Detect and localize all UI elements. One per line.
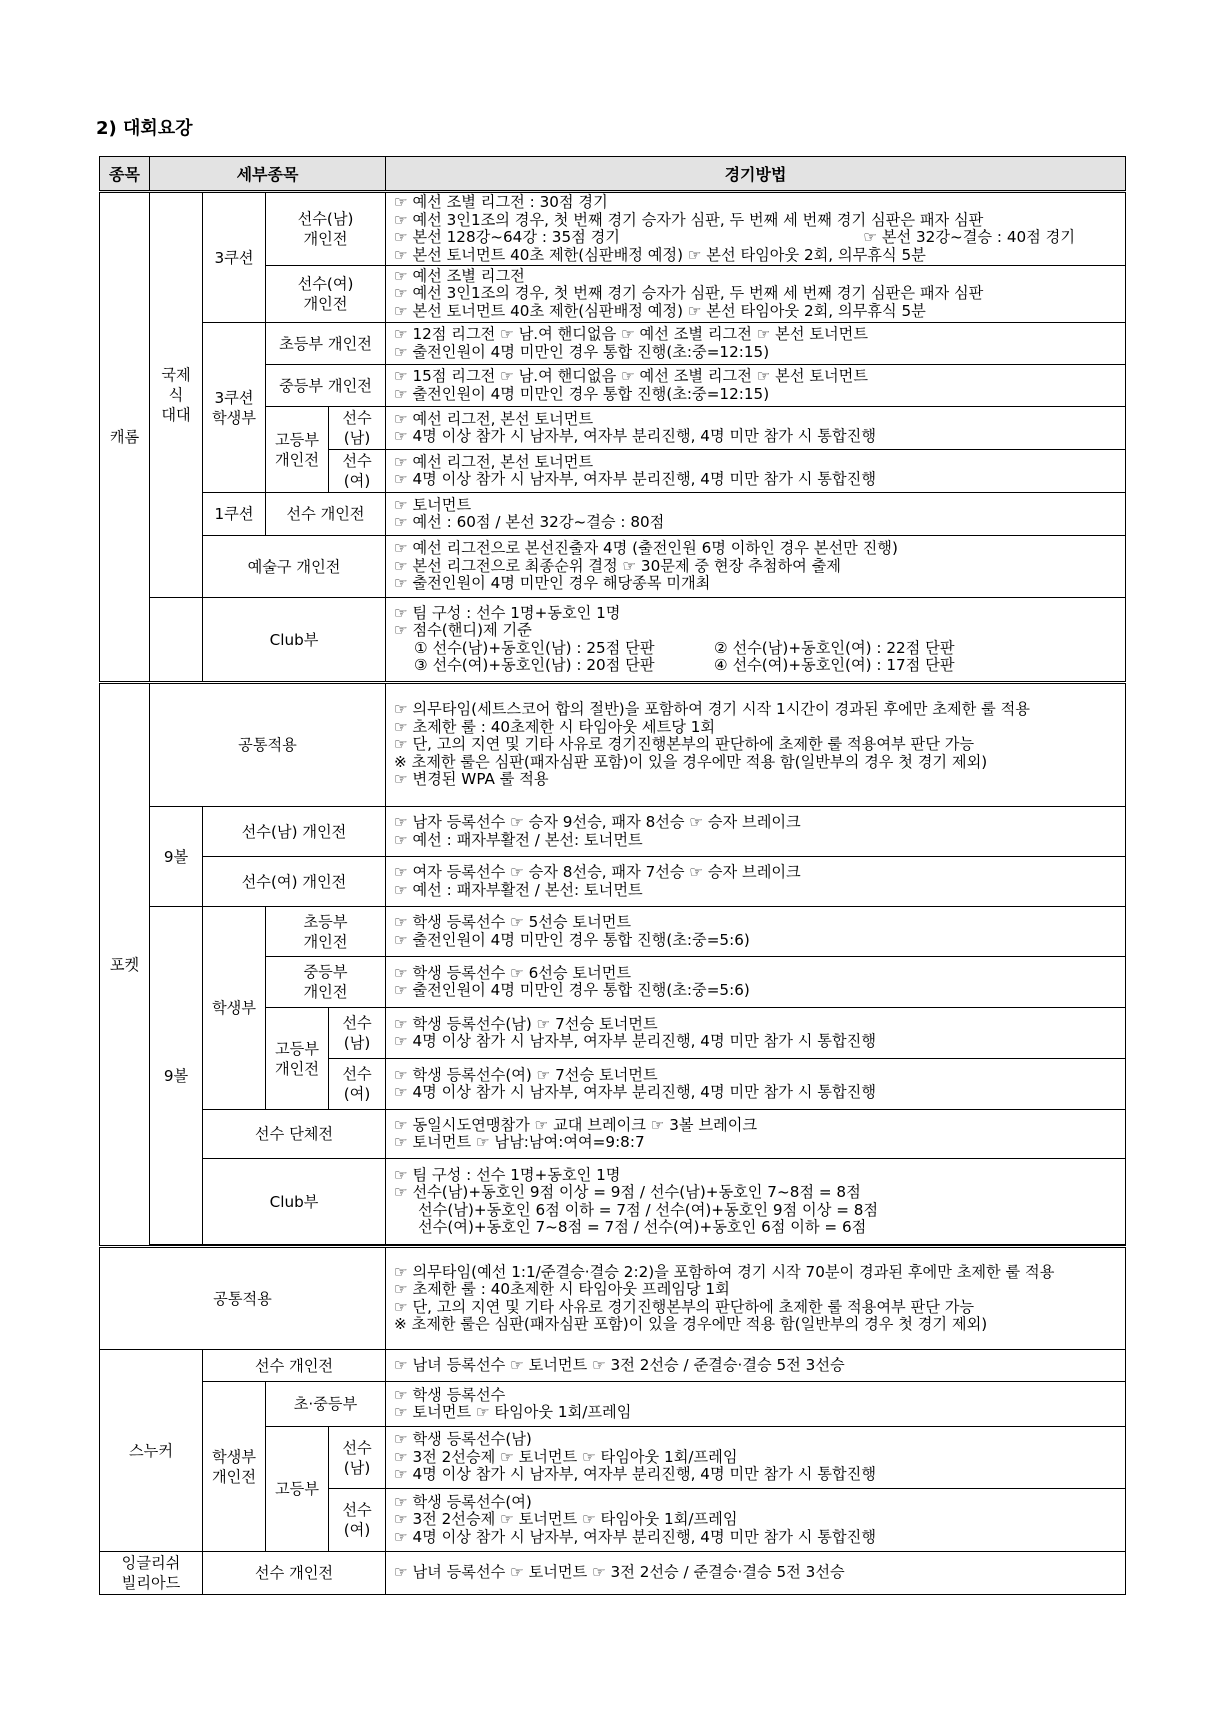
method-cell xyxy=(386,957,1126,1008)
method-line: ☞ 예선 : 60점 / 본선 32강~결승 : 80점 xyxy=(394,513,665,531)
method-line: ☞ 4명 이상 참가 시 남자부, 여자부 분리진행, 4명 미만 참가 시 통합진행 xyxy=(394,1527,876,1546)
method-line: ☞ 출전인원이 4명 미만인 경우 해당종목 미개최 xyxy=(394,574,711,593)
sub-one-cushion: 1쿠션 xyxy=(203,493,266,536)
table-row xyxy=(100,1247,1126,1350)
method-line: ☞ 예선 조별 리그전 xyxy=(394,266,525,285)
method-line: ☞ 학생 등록선수 xyxy=(394,1385,506,1404)
method-line: ☞ 예선 3인1조의 경우, 첫 번째 경기 승자가 심판, 두 번째 세 번째 경기 심판은 패자 심판 xyxy=(394,210,984,229)
sub-high-women: 선수 (여) xyxy=(329,1059,386,1110)
sub-high-women: 선수 (여) xyxy=(329,1489,386,1552)
sub-men-individual: 선수(남) 개인전 xyxy=(266,192,386,266)
method-cell xyxy=(386,365,1126,407)
method-line: ☞ 출전인원이 4명 미만인 경우 통합 진행(초:중=12:15) xyxy=(394,342,770,361)
sub-high-men: 선수 (남) xyxy=(329,1427,386,1489)
sub-middle: 중등부 개인전 xyxy=(266,957,386,1008)
method-line: ☞ 의무타임(세트스코어 합의 절반)을 포함하여 경기 시작 1시간이 경과된 후에만 초제한 룰 적용 xyxy=(394,700,1030,719)
table-row xyxy=(100,598,1126,683)
method-line: ☞ 팀 구성 : 선수 1명+동호인 1명 xyxy=(394,1165,621,1184)
method-line: ☞ 단, 고의 지연 및 기타 사유로 경기진행본부의 판단하에 초제한 룰 적용여부 판단 가능 xyxy=(394,735,975,754)
table-row xyxy=(100,493,1126,536)
sub-women-individual: 선수(여) 개인전 xyxy=(203,857,386,907)
method-cell xyxy=(386,1059,1126,1110)
method-line: ☞ 점수(핸디)제 기준 xyxy=(394,621,532,639)
method-cell xyxy=(386,323,1126,365)
table-row xyxy=(100,1110,1126,1159)
method-line: ☞ 예선 조별 리그전 : 30점 경기 xyxy=(394,193,608,211)
sub-nine-ball-2: 9볼 xyxy=(150,907,203,1245)
method-cell xyxy=(386,683,1126,807)
method-cell xyxy=(386,1552,1126,1595)
sub-team: 선수 단체전 xyxy=(203,1110,386,1159)
method-line: ☞ 4명 이상 참가 시 남자부, 여자부 분리진행, 4명 미만 참가 시 통합진행 xyxy=(394,427,876,445)
method-line: ☞ 본선 32강~결승 : 40점 경기 xyxy=(863,228,1076,246)
event-english-billiards: 잉글리쉬 빌리아드 xyxy=(100,1552,203,1595)
method-line: ☞ 학생 등록선수(남) ☞ 7선승 토너먼트 xyxy=(394,1014,658,1033)
header-event: 종목 xyxy=(100,157,150,192)
method-cell xyxy=(386,907,1126,957)
method-line: ☞ 본선 리그전으로 최종순위 결정 ☞ 30문제 중 현장 추첨하여 출제 xyxy=(394,556,841,575)
sub-three-cushion-student: 3쿠션 학생부 xyxy=(203,323,266,493)
method-cell xyxy=(386,1427,1126,1489)
sub-high-men: 선수 (남) xyxy=(329,1008,386,1059)
sub-individual: 선수 개인전 xyxy=(203,1552,386,1595)
method-line: ☞ 출전인원이 4명 미만인 경우 통합 진행(초:중=5:6) xyxy=(394,981,750,999)
method-cell xyxy=(386,598,1126,683)
competition-rules-table xyxy=(99,156,1126,1595)
table-row xyxy=(100,1382,1126,1427)
header-sub-event: 세부종목 xyxy=(150,157,386,192)
sub-high: 고등부 개인전 xyxy=(266,407,329,493)
method-line: ☞ 토너먼트 ☞ 타임아웃 1회/프레임 xyxy=(394,1403,632,1421)
table-row xyxy=(100,807,1126,857)
sub-one-individual: 선수 개인전 xyxy=(266,493,386,536)
method-line: 선수(남)+동호인 6점 이하 = 7점 / 선수(여)+동호인 9점 이상 = 8점 xyxy=(418,1200,879,1219)
sub-club: Club부 xyxy=(203,598,386,683)
method-line: ☞ 초제한 룰 : 40초제한 시 타임아웃 세트당 1회 xyxy=(394,717,716,736)
table-row xyxy=(100,192,1126,266)
sub-elem-mid: 초·중등부 xyxy=(266,1382,386,1427)
method-cell xyxy=(386,192,1126,266)
sub-student: 학생부 개인전 xyxy=(203,1382,266,1552)
method-cell xyxy=(386,857,1126,907)
method-line: ☞ 남자 등록선수 ☞ 승자 9선승, 패자 8선승 ☞ 승자 브레이크 xyxy=(394,813,801,831)
method-line: ☞ 토너먼트 ☞ 남남:남여:여여=9:8:7 xyxy=(394,1133,645,1151)
method-line: ☞ 변경된 WPA 룰 적용 xyxy=(394,770,549,789)
method-line: ☞ 학생 등록선수 ☞ 6선승 토너먼트 xyxy=(394,963,632,982)
method-line: ☞ 예선 : 패자부활전 / 본선: 토너먼트 xyxy=(394,830,643,849)
sub-individual: 선수 개인전 xyxy=(203,1350,386,1382)
method-cell xyxy=(386,493,1126,536)
method-cell xyxy=(386,807,1126,857)
method-line: ☞ 본선 128강~64강 : 35점 경기 xyxy=(394,228,620,246)
sub-high: 고등부 xyxy=(266,1427,329,1552)
sub-elementary: 초등부 개인전 xyxy=(266,907,386,957)
table-row xyxy=(100,857,1126,907)
method-line: ☞ 남녀 등록선수 ☞ 토너먼트 ☞ 3전 2선승 / 준결승·결승 5전 3선승 xyxy=(394,1563,845,1582)
sub-elementary: 초등부 개인전 xyxy=(266,323,386,365)
method-line: ☞ 12점 리그전 ☞ 남.여 핸디없음 ☞ 예선 조별 리그전 ☞ 본선 토너먼트 xyxy=(394,325,868,343)
method-line: ③ 선수(여)+동호인(남) : 20점 단판 xyxy=(414,656,655,674)
method-line: ☞ 출전인원이 4명 미만인 경우 통합 진행(초:중=5:6) xyxy=(394,930,750,949)
method-line: ☞ 예선 리그전으로 본선진출자 4명 (출전인원 6명 이하인 경우 본선만 진행) xyxy=(394,539,898,558)
method-line: ☞ 4명 이상 참가 시 남자부, 여자부 분리진행, 4명 미만 참가 시 통합진행 xyxy=(394,470,876,488)
method-line: ☞ 예선 리그전, 본선 토너먼트 xyxy=(394,452,594,471)
method-line: ☞ 학생 등록선수(여) xyxy=(394,1492,532,1511)
method-line: ☞ 초제한 룰 : 40초제한 시 타임아웃 프레임당 1회 xyxy=(394,1280,730,1298)
method-line: ☞ 예선 3인1조의 경우, 첫 번째 경기 승자가 심판, 두 번째 세 번째 경기 심판은 패자 심판 xyxy=(394,284,984,303)
method-line: ※ 초제한 룰은 심판(패자심판 포함)이 있을 경우에만 적용 함(일반부의 경우 첫 경기 제외) xyxy=(394,752,988,771)
method-cell xyxy=(386,1110,1126,1159)
method-line: ☞ 15점 리그전 ☞ 남.여 핸디없음 ☞ 예선 조별 리그전 ☞ 본선 토너먼트 xyxy=(394,367,868,385)
method-cell xyxy=(386,450,1126,493)
method-line: ☞ 3전 2선승제 ☞ 토너먼트 ☞ 타임아웃 1회/프레임 xyxy=(394,1447,738,1466)
method-cell xyxy=(386,1159,1126,1245)
table-row xyxy=(100,1350,1126,1382)
table-row xyxy=(100,683,1126,807)
table-row xyxy=(100,1552,1126,1595)
header-method: 경기방법 xyxy=(386,157,1126,192)
sub-student: 학생부 xyxy=(203,907,266,1110)
method-line: ☞ 출전인원이 4명 미만인 경우 통합 진행(초:중=12:15) xyxy=(394,384,770,403)
sub-high: 고등부 개인전 xyxy=(266,1008,329,1110)
method-line: ☞ 토너먼트 xyxy=(394,495,472,514)
method-cell xyxy=(386,536,1126,598)
sub-middle: 중등부 개인전 xyxy=(266,365,386,407)
method-line: ☞ 팀 구성 : 선수 1명+동호인 1명 xyxy=(394,603,621,622)
event-snooker: 스누커 xyxy=(100,1350,203,1552)
event-pocket: 포켓 xyxy=(100,683,150,1247)
sub-club: Club부 xyxy=(203,1159,386,1245)
method-line: ① 선수(남)+동호인(남) : 25점 단판 xyxy=(414,638,655,657)
table-row xyxy=(100,536,1126,598)
method-cell xyxy=(386,1247,1126,1350)
sub-artistic: 예술구 개인전 xyxy=(203,536,386,598)
table-row xyxy=(100,907,1126,957)
method-line: ☞ 4명 이상 참가 시 남자부, 여자부 분리진행, 4명 미만 참가 시 통합진행 xyxy=(394,1465,876,1484)
method-line: ☞ 본선 토너먼트 40초 제한(심판배정 예정) ☞ 본선 타임아웃 2회, 의무휴식 5분 xyxy=(394,245,926,264)
sub-three-cushion: 3쿠션 xyxy=(203,192,266,323)
method-cell xyxy=(386,266,1126,323)
method-line: ☞ 의무타임(예선 1:1/준결승·결승 2:2)을 포함하여 경기 시작 70분이 경과된 후에만 초제한 룰 적용 xyxy=(394,1262,1055,1281)
sub-men-individual: 선수(남) 개인전 xyxy=(203,807,386,857)
method-line: ☞ 학생 등록선수(여) ☞ 7선승 토너먼트 xyxy=(394,1065,658,1084)
method-cell xyxy=(386,1350,1126,1382)
method-line: ☞ 남녀 등록선수 ☞ 토너먼트 ☞ 3전 2선승 / 준결승·결승 5전 3선승 xyxy=(394,1355,845,1374)
method-line: 선수(여)+동호인 7~8점 = 7점 / 선수(여)+동호인 6점 이하 = 6점 xyxy=(418,1218,867,1236)
sub-international: 국제 식 대대 xyxy=(150,192,203,598)
method-line: ☞ 4명 이상 참가 시 남자부, 여자부 분리진행, 4명 미만 참가 시 통합진행 xyxy=(394,1083,876,1101)
table-row xyxy=(100,323,1126,365)
table-header-row xyxy=(100,157,1126,192)
method-line: ☞ 여자 등록선수 ☞ 승자 8선승, 패자 7선승 ☞ 승자 브레이크 xyxy=(394,863,801,881)
method-line: ☞ 본선 토너먼트 40초 제한(심판배정 예정) ☞ 본선 타임아웃 2회, 의무휴식 5분 xyxy=(394,301,926,320)
sub-high-men: 선수 (남) xyxy=(329,407,386,450)
method-line: ④ 선수(여)+동호인(여) : 17점 단판 xyxy=(714,656,955,674)
method-line: ☞ 학생 등록선수 ☞ 5선승 토너먼트 xyxy=(394,913,632,931)
sub-common: 공통적용 xyxy=(100,1247,386,1350)
sub-women-individual: 선수(여) 개인전 xyxy=(266,266,386,323)
method-line: ☞ 예선 리그전, 본선 토너먼트 xyxy=(394,409,594,428)
method-line: ☞ 3전 2선승제 ☞ 토너먼트 ☞ 타임아웃 1회/프레임 xyxy=(394,1510,738,1529)
method-cell xyxy=(386,407,1126,450)
method-line: ② 선수(남)+동호인(여) : 22점 단판 xyxy=(714,638,955,657)
method-cell xyxy=(386,1008,1126,1059)
sub-nine-ball: 9볼 xyxy=(150,807,203,907)
method-line: ※ 초제한 룰은 심판(패자심판 포함)이 있을 경우에만 적용 함(일반부의 경우 첫 경기 제외) xyxy=(394,1315,988,1333)
method-line: ☞ 예선 : 패자부활전 / 본선: 토너먼트 xyxy=(394,880,643,899)
method-cell xyxy=(386,1382,1126,1427)
method-line: ☞ 학생 등록선수(남) xyxy=(394,1430,532,1449)
empty-cell xyxy=(150,598,203,683)
sub-high-women: 선수 (여) xyxy=(329,450,386,493)
event-carom: 캐롬 xyxy=(100,192,150,683)
sub-common: 공통적용 xyxy=(150,683,386,807)
section-heading: 2) 대회요강 xyxy=(96,118,193,139)
method-line: ☞ 선수(남)+동호인 9점 이상 = 9점 / 선수(남)+동호인 7~8점 = 8점 xyxy=(394,1183,861,1201)
method-line: ☞ 단, 고의 지연 및 기타 사유로 경기진행본부의 판단하에 초제한 룰 적용여부 판단 가능 xyxy=(394,1297,975,1316)
method-cell xyxy=(386,1489,1126,1552)
table-row xyxy=(100,1159,1126,1245)
method-line: ☞ 동일시도연맹참가 ☞ 교대 브레이크 ☞ 3볼 브레이크 xyxy=(394,1115,758,1134)
method-line: ☞ 4명 이상 참가 시 남자부, 여자부 분리진행, 4명 미만 참가 시 통합진행 xyxy=(394,1032,876,1050)
